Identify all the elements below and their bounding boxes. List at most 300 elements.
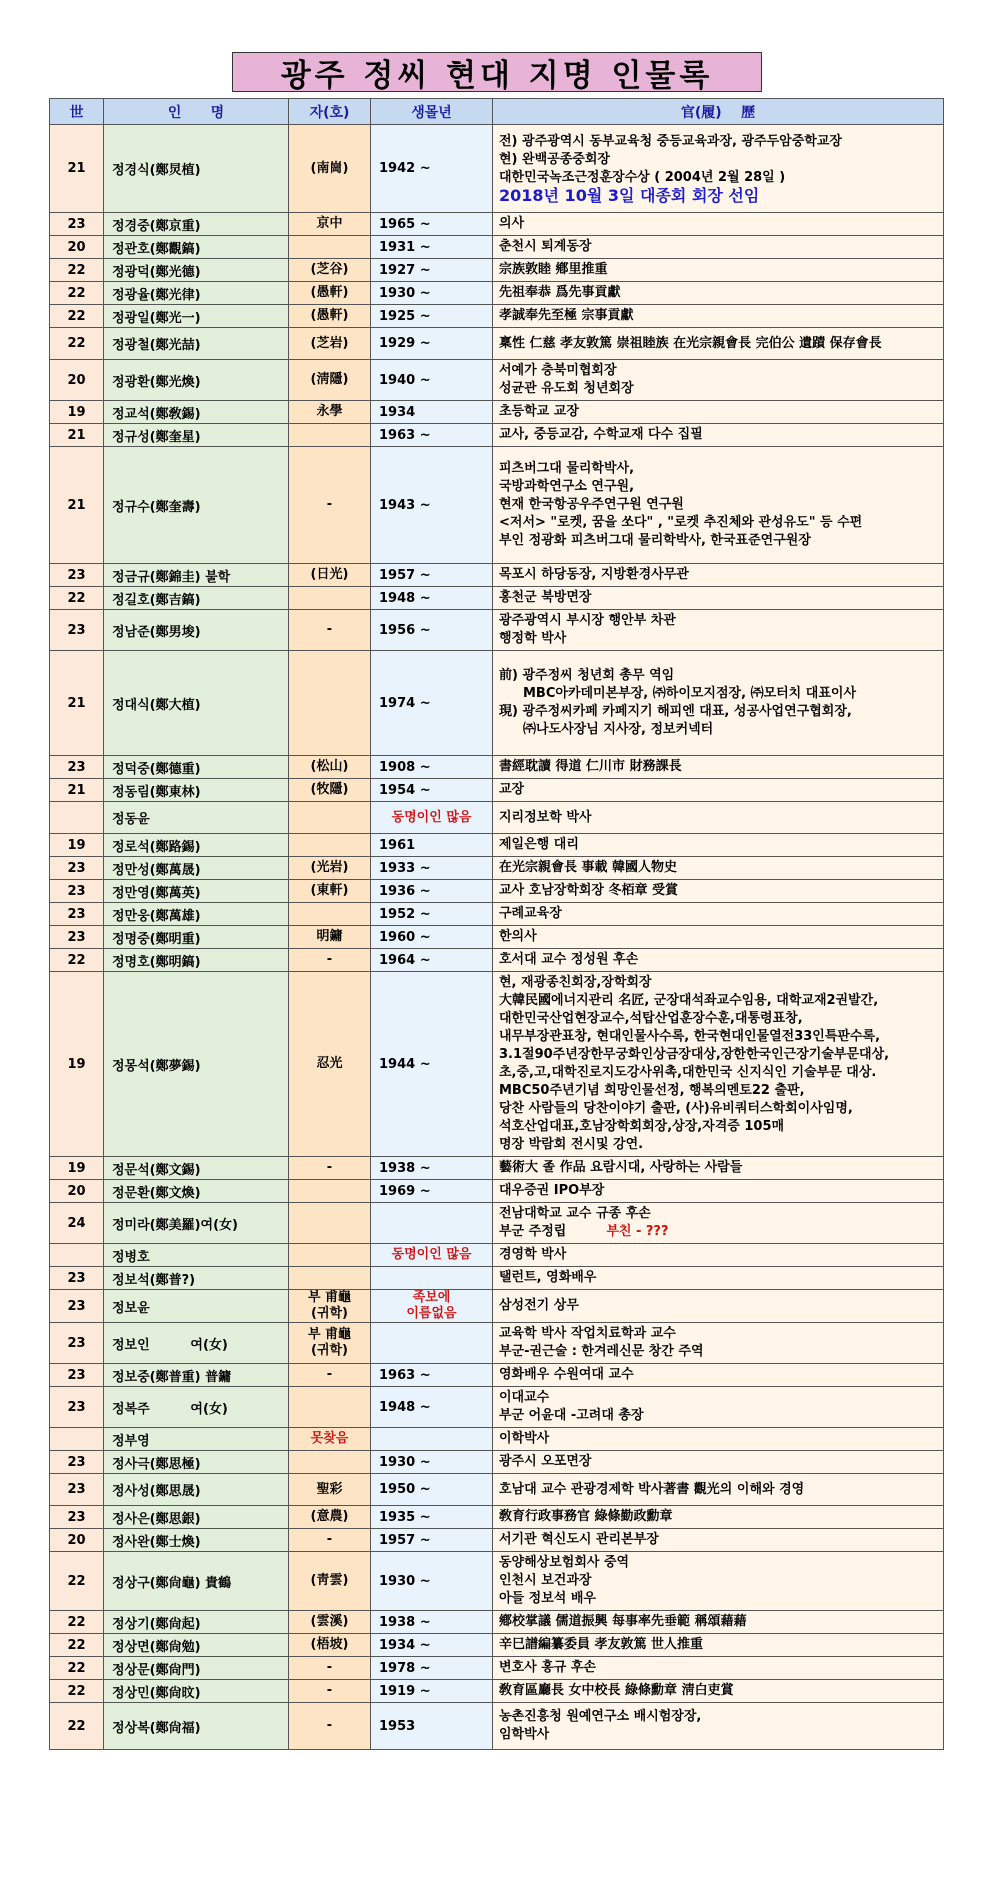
birth-cell: 1963 ~ xyxy=(371,1364,493,1387)
table-row xyxy=(50,1634,944,1657)
career-line: 2018년 10월 3일 대종회 회장 선임 xyxy=(499,185,760,205)
career-line: 의사 xyxy=(499,216,525,231)
career-line: 초,중,고,대학진로지도강사위촉,대한민국 신지식인 기술부문 대상. xyxy=(499,1065,877,1080)
career-line: 국방과학연구소 연구원, xyxy=(499,479,635,494)
table-row xyxy=(50,401,944,424)
table-row xyxy=(50,1428,944,1451)
career-cell xyxy=(493,1611,944,1634)
name-cell: 정광환(鄭光煥) xyxy=(104,360,289,401)
career-line: 부군 어윤대 -고려대 총장 xyxy=(499,1408,644,1423)
generation-cell: 20 xyxy=(50,360,104,401)
generation-cell: 19 xyxy=(50,401,104,424)
ho-cell: 明鏞 xyxy=(289,926,371,949)
career-cell xyxy=(493,1244,944,1267)
ho-cell xyxy=(289,1244,371,1267)
ho-cell xyxy=(289,424,371,447)
table-row xyxy=(50,424,944,447)
career-cell xyxy=(493,328,944,360)
ho-cell: (淸隱) xyxy=(289,360,371,401)
career-cell xyxy=(493,1529,944,1552)
birth-cell: 족보에 이름없음 xyxy=(371,1290,493,1323)
career-line: 3.1절90주년장한무궁화인상금장대상,장한한국인근장기술부문대상, xyxy=(499,1047,890,1062)
name-cell: 정부영 xyxy=(104,1428,289,1451)
ho-cell: 聖彩 xyxy=(289,1474,371,1506)
career-cell xyxy=(493,1323,944,1364)
table-row xyxy=(50,1703,944,1750)
table-row xyxy=(50,1506,944,1529)
name-cell: 정상복(鄭尙福) xyxy=(104,1703,289,1750)
name-cell: 정금규(鄭錦圭) 불학 xyxy=(104,564,289,587)
generation-cell xyxy=(50,1428,104,1451)
ho-cell: - xyxy=(289,1703,371,1750)
ho-cell: (芝岩) xyxy=(289,328,371,360)
birth-cell: 1948 ~ xyxy=(371,1387,493,1428)
career-line: 농촌진흥청 원예연구소 배시험장장, xyxy=(499,1709,702,1724)
career-line: 在光宗親會長 事載 韓國人物史 xyxy=(499,860,678,875)
ho-cell: 못찾음 xyxy=(289,1428,371,1451)
birth-cell: 1978 ~ xyxy=(371,1657,493,1680)
generation-cell: 19 xyxy=(50,1157,104,1180)
header-name: 인 명 xyxy=(104,99,289,125)
ho-cell: 京中 xyxy=(289,213,371,236)
birth-cell: 1974 ~ xyxy=(371,651,493,756)
table-row xyxy=(50,610,944,651)
generation-cell: 22 xyxy=(50,1611,104,1634)
career-cell xyxy=(493,1552,944,1611)
ho-cell: (南崗) xyxy=(289,125,371,213)
career-cell xyxy=(493,424,944,447)
generation-cell: 22 xyxy=(50,1552,104,1611)
name-cell: 정남준(鄭男埈) xyxy=(104,610,289,651)
generation-cell: 22 xyxy=(50,328,104,360)
table-row xyxy=(50,1157,944,1180)
name-cell: 정몽석(鄭夢錫) xyxy=(104,972,289,1157)
ho-cell: - xyxy=(289,1157,371,1180)
birth-cell: 1944 ~ xyxy=(371,972,493,1157)
career-cell xyxy=(493,857,944,880)
table-row xyxy=(50,857,944,880)
name-cell: 정길호(鄭吉鎬) xyxy=(104,587,289,610)
ho-cell xyxy=(289,834,371,857)
table-row xyxy=(50,802,944,834)
birth-cell: 1930 ~ xyxy=(371,1451,493,1474)
birth-cell: 1933 ~ xyxy=(371,857,493,880)
ho-cell: - xyxy=(289,949,371,972)
career-line: 석호산업대표,호남장학회회장,상장,자격증 105매 xyxy=(499,1119,785,1134)
generation-cell: 23 xyxy=(50,880,104,903)
generation-cell: 23 xyxy=(50,1323,104,1364)
career-cell xyxy=(493,972,944,1157)
career-cell xyxy=(493,360,944,401)
table-row xyxy=(50,880,944,903)
ho-cell: - xyxy=(289,1364,371,1387)
career-cell xyxy=(493,587,944,610)
generation-cell: 19 xyxy=(50,834,104,857)
ho-cell xyxy=(289,1203,371,1244)
career-line: 광주광역시 부시장 행안부 차관 xyxy=(499,613,676,628)
birth-cell: 1954 ~ xyxy=(371,779,493,802)
career-line: 영화배우 수원여대 교수 xyxy=(499,1367,634,1382)
career-line: 稟性 仁慈 孝友敦篤 崇祖睦族 在光宗親會長 完伯公 遺蹟 保存會長 xyxy=(499,335,882,351)
table-row xyxy=(50,305,944,328)
birth-cell: 1934 ~ xyxy=(371,1634,493,1657)
birth-cell xyxy=(371,1203,493,1244)
career-line: 이학박사 xyxy=(499,1431,550,1446)
ho-cell: - xyxy=(289,1680,371,1703)
ho-cell xyxy=(289,802,371,834)
career-line: 교장 xyxy=(499,782,525,797)
table-row xyxy=(50,1451,944,1474)
table-row xyxy=(50,1180,944,1203)
name-cell: 정동윤 xyxy=(104,802,289,834)
career-line: 아들 정보석 배우 xyxy=(499,1591,596,1606)
career-line: 지리정보학 박사 xyxy=(499,809,592,825)
name-cell: 정덕중(鄭德重) xyxy=(104,756,289,779)
name-cell: 정광율(鄭光律) xyxy=(104,282,289,305)
career-cell xyxy=(493,1506,944,1529)
ho-cell: (芝谷) xyxy=(289,259,371,282)
career-line: 敎育區廳長 女中校長 綠條勳章 淸白吏賞 xyxy=(499,1683,734,1698)
career-cell xyxy=(493,1634,944,1657)
career-line: 현재 한국항공우주연구원 연구원 xyxy=(499,497,684,512)
table-row xyxy=(50,1552,944,1611)
name-cell: 정관호(鄭觀鎬) xyxy=(104,236,289,259)
career-line: 삼성전기 상무 xyxy=(499,1298,579,1313)
name-cell: 정광일(鄭光一) xyxy=(104,305,289,328)
table-row xyxy=(50,651,944,756)
name-cell: 정경식(鄭炅植) xyxy=(104,125,289,213)
career-line: 現) 광주정씨카페 카페지기 해피엔 대표, 성공사업연구협회장, xyxy=(499,704,852,719)
ho-cell xyxy=(289,651,371,756)
career-line: 성균관 유도회 청년회장 xyxy=(499,381,634,396)
ho-cell: (意農) xyxy=(289,1506,371,1529)
career-line: 춘천시 퇴계동장 xyxy=(499,239,592,254)
career-line: 명장 박람회 전시및 강연. xyxy=(499,1137,644,1152)
career-cell xyxy=(493,926,944,949)
ho-cell xyxy=(289,1451,371,1474)
table-body xyxy=(50,125,944,1750)
table-row xyxy=(50,1680,944,1703)
birth-cell: 1943 ~ xyxy=(371,447,493,564)
name-cell: 정보중(鄭普重) 普鏞 xyxy=(104,1364,289,1387)
table-row xyxy=(50,564,944,587)
table-row xyxy=(50,1244,944,1267)
table-row xyxy=(50,972,944,1157)
birth-cell xyxy=(371,1323,493,1364)
ho-cell: (靑雲) xyxy=(289,1552,371,1611)
career-note: 부친 - ??? xyxy=(606,1224,669,1239)
career-cell xyxy=(493,213,944,236)
career-line: 내무부장관표창, 현대인물사수록, 한국현대인물열전33인특판수록, xyxy=(499,1029,881,1044)
generation-cell: 23 xyxy=(50,564,104,587)
name-cell: 정만영(鄭萬英) xyxy=(104,880,289,903)
generation-cell: 23 xyxy=(50,1474,104,1506)
table-row xyxy=(50,259,944,282)
name-cell: 정상문(鄭尙門) xyxy=(104,1657,289,1680)
birth-cell: 1948 ~ xyxy=(371,587,493,610)
generation-cell: 22 xyxy=(50,1703,104,1750)
career-line: 전남대학교 교수 규종 후손 xyxy=(499,1206,651,1221)
ho-cell xyxy=(289,1387,371,1428)
career-cell xyxy=(493,125,944,213)
table-row xyxy=(50,1203,944,1244)
name-cell: 정사완(鄭士煥) xyxy=(104,1529,289,1552)
name-cell: 정광철(鄭光喆) xyxy=(104,328,289,360)
table-row xyxy=(50,903,944,926)
career-cell xyxy=(493,756,944,779)
name-cell: 정대식(鄭大植) xyxy=(104,651,289,756)
name-cell: 정경중(鄭京重) xyxy=(104,213,289,236)
career-line: 부군 주정립 부친 - ??? xyxy=(499,1224,669,1239)
generation-cell: 23 xyxy=(50,756,104,779)
career-line: 교사, 중등교감, 수학교재 다수 집필 xyxy=(499,427,703,442)
name-cell: 정사극(鄭思極) xyxy=(104,1451,289,1474)
generation-cell: 21 xyxy=(50,125,104,213)
career-cell xyxy=(493,651,944,756)
name-cell: 정규수(鄭奎壽) xyxy=(104,447,289,564)
page-title: 광주 정씨 현대 지명 인물록 xyxy=(232,52,762,92)
career-cell xyxy=(493,1451,944,1474)
name-cell: 정명호(鄭明鎬) xyxy=(104,949,289,972)
table-row xyxy=(50,949,944,972)
ho-cell: (松山) xyxy=(289,756,371,779)
generation-cell: 22 xyxy=(50,949,104,972)
career-line: 교사 호남장학회장 冬栢章 受賞 xyxy=(499,883,679,898)
career-line: 대한민국산업현장교수,석탑산업훈장수훈,대통령표창, xyxy=(499,1011,803,1026)
generation-cell: 22 xyxy=(50,305,104,328)
career-line: 辛巳譜編纂委員 孝友敦篤 世人推重 xyxy=(499,1637,704,1652)
ho-cell: 永學 xyxy=(289,401,371,424)
generation-cell: 23 xyxy=(50,926,104,949)
ho-cell: 忍光 xyxy=(289,972,371,1157)
career-line: 藝術大 졸 作品 요람시대, 사랑하는 사람들 xyxy=(499,1160,743,1175)
name-cell: 정광덕(鄭光德) xyxy=(104,259,289,282)
generation-cell: 21 xyxy=(50,424,104,447)
generation-cell: 23 xyxy=(50,1451,104,1474)
table-row xyxy=(50,236,944,259)
ho-cell xyxy=(289,587,371,610)
career-line: 현, 재광종친회장,장학회장 xyxy=(499,975,652,990)
career-line: 先祖奉恭 爲先事貢獻 xyxy=(499,285,621,300)
generation-cell: 24 xyxy=(50,1203,104,1244)
career-cell xyxy=(493,1657,944,1680)
table-row xyxy=(50,282,944,305)
career-line: 宗族敦睦 鄕里推重 xyxy=(499,262,608,277)
generation-cell: 23 xyxy=(50,903,104,926)
generation-cell: 23 xyxy=(50,610,104,651)
name-cell: 정명중(鄭明重) xyxy=(104,926,289,949)
ho-cell: (梧坡) xyxy=(289,1634,371,1657)
generation-cell: 20 xyxy=(50,236,104,259)
career-cell xyxy=(493,305,944,328)
name-cell: 정보석(鄭普?) xyxy=(104,1267,289,1290)
career-cell xyxy=(493,1703,944,1750)
career-line: <저서> "로켓, 꿈을 쏘다" , "로켓 추진체와 관성유도" 등 수편 xyxy=(499,515,863,530)
career-line: 행정학 박사 xyxy=(499,631,567,646)
birth-cell: 1952 ~ xyxy=(371,903,493,926)
career-line: 前) 광주정씨 청년회 총무 역임 xyxy=(499,668,675,683)
ho-cell: - xyxy=(289,1657,371,1680)
table-row xyxy=(50,328,944,360)
birth-cell: 1934 xyxy=(371,401,493,424)
birth-cell: 1961 xyxy=(371,834,493,857)
name-cell: 정상면(鄭尙勉) xyxy=(104,1634,289,1657)
career-line: 鄕校掌議 儒道振興 每事率先垂範 稱頌藉藉 xyxy=(499,1614,747,1629)
birth-cell: 1908 ~ xyxy=(371,756,493,779)
career-line: 書經耽讀 得道 仁川市 財務課長 xyxy=(499,759,682,774)
career-line: 동양해상보험회사 중역 xyxy=(499,1555,630,1570)
generation-cell: 23 xyxy=(50,1387,104,1428)
name-cell: 정상기(鄭尙起) xyxy=(104,1611,289,1634)
table-row xyxy=(50,1364,944,1387)
generation-cell: 19 xyxy=(50,972,104,1157)
header-career: 官(履) 歷 xyxy=(493,99,944,125)
birth-cell: 1950 ~ xyxy=(371,1474,493,1506)
generation-cell: 22 xyxy=(50,587,104,610)
name-cell: 정로석(鄭路錫) xyxy=(104,834,289,857)
birth-cell: 1925 ~ xyxy=(371,305,493,328)
generation-cell: 23 xyxy=(50,1364,104,1387)
generation-cell: 22 xyxy=(50,282,104,305)
birth-cell: 1964 ~ xyxy=(371,949,493,972)
birth-cell: 동명이인 많음 xyxy=(371,1244,493,1267)
career-cell xyxy=(493,1290,944,1323)
ho-cell: 부 甫龜 (귀학) xyxy=(289,1323,371,1364)
table-row xyxy=(50,1474,944,1506)
ho-cell: (愚軒) xyxy=(289,305,371,328)
ho-cell: (東軒) xyxy=(289,880,371,903)
ho-cell: (日光) xyxy=(289,564,371,587)
generation-cell: 23 xyxy=(50,1267,104,1290)
name-cell: 정상구(鄭尙龜) 貴鶴 xyxy=(104,1552,289,1611)
ho-cell: 부 甫龜 (귀학) xyxy=(289,1290,371,1323)
table-row xyxy=(50,1387,944,1428)
birth-cell: 1919 ~ xyxy=(371,1680,493,1703)
name-cell: 정병호 xyxy=(104,1244,289,1267)
name-cell: 정만성(鄭萬晟) xyxy=(104,857,289,880)
ho-cell xyxy=(289,903,371,926)
name-cell: 정문석(鄭文錫) xyxy=(104,1157,289,1180)
career-cell xyxy=(493,564,944,587)
career-cell xyxy=(493,1203,944,1244)
name-cell: 정상민(鄭尙旼) xyxy=(104,1680,289,1703)
generation-cell: 20 xyxy=(50,1529,104,1552)
birth-cell: 1960 ~ xyxy=(371,926,493,949)
ho-cell xyxy=(289,236,371,259)
birth-cell: 1953 xyxy=(371,1703,493,1750)
header-generation: 世 xyxy=(50,99,104,125)
header-birth: 생몰년 xyxy=(371,99,493,125)
career-line: 한의사 xyxy=(499,929,537,944)
career-line: 호서대 교수 정성원 후손 xyxy=(499,952,639,967)
generation-cell xyxy=(50,1244,104,1267)
generation-cell: 23 xyxy=(50,213,104,236)
name-cell: 정보윤 xyxy=(104,1290,289,1323)
name-cell: 정미라(鄭美羅)여(女) xyxy=(104,1203,289,1244)
table-row xyxy=(50,360,944,401)
career-line: 교육학 박사 작업치료학과 교수 xyxy=(499,1326,676,1341)
birth-cell: 1935 ~ xyxy=(371,1506,493,1529)
name-cell: 정문환(鄭文煥) xyxy=(104,1180,289,1203)
ho-cell: - xyxy=(289,447,371,564)
table-row xyxy=(50,834,944,857)
birth-cell: 1942 ~ xyxy=(371,125,493,213)
career-cell xyxy=(493,401,944,424)
birth-cell: 1930 ~ xyxy=(371,1552,493,1611)
career-line: 敎育行政事務官 綠條勤政勳章 xyxy=(499,1509,673,1524)
career-line: 피츠버그대 물리학박사, xyxy=(499,461,635,476)
table-row xyxy=(50,447,944,564)
ho-cell: (愚軒) xyxy=(289,282,371,305)
birth-cell: 1965 ~ xyxy=(371,213,493,236)
generation-cell: 23 xyxy=(50,1506,104,1529)
ho-cell xyxy=(289,1180,371,1203)
career-cell xyxy=(493,903,944,926)
header-row xyxy=(50,99,944,125)
career-line: 광주시 오포면장 xyxy=(499,1454,592,1469)
birth-cell: 1940 ~ xyxy=(371,360,493,401)
career-line: 부군-권근술 : 한겨레신문 창간 주역 xyxy=(499,1344,704,1359)
name-cell: 정동림(鄭東林) xyxy=(104,779,289,802)
career-cell xyxy=(493,1680,944,1703)
generation-cell: 22 xyxy=(50,259,104,282)
table-row xyxy=(50,125,944,213)
name-cell: 정보인 여(女) xyxy=(104,1323,289,1364)
name-cell: 정만웅(鄭萬雄) xyxy=(104,903,289,926)
birth-cell: 1956 ~ xyxy=(371,610,493,651)
birth-cell xyxy=(371,1428,493,1451)
table-row xyxy=(50,1290,944,1323)
birth-cell: 1938 ~ xyxy=(371,1611,493,1634)
career-line: 탤런트, 영화배우 xyxy=(499,1270,597,1285)
career-line: MBC아카데미본부장, ㈜하이모지점장, ㈜모터치 대표이사 xyxy=(523,686,857,701)
name-cell: 정사성(鄭思晟) xyxy=(104,1474,289,1506)
career-cell xyxy=(493,880,944,903)
name-cell: 정교석(鄭敎錫) xyxy=(104,401,289,424)
career-cell xyxy=(493,447,944,564)
table-row xyxy=(50,1529,944,1552)
career-line: 현) 완백공종중회장 xyxy=(499,151,610,167)
birth-cell: 1927 ~ xyxy=(371,259,493,282)
career-line: 이대교수 xyxy=(499,1390,550,1405)
name-cell: 정복주 여(女) xyxy=(104,1387,289,1428)
birth-cell: 1963 ~ xyxy=(371,424,493,447)
generation-cell: 21 xyxy=(50,779,104,802)
career-line: 전) 광주광역시 동부교육청 중등교육과장, 광주두암중학교장 xyxy=(499,133,842,149)
career-line: 초등학교 교장 xyxy=(499,404,579,419)
birth-cell: 1957 ~ xyxy=(371,564,493,587)
table-row xyxy=(50,926,944,949)
career-cell xyxy=(493,1364,944,1387)
birth-cell: 1931 ~ xyxy=(371,236,493,259)
career-line: 대우증권 IPO부장 xyxy=(499,1183,605,1198)
table-row xyxy=(50,587,944,610)
career-cell xyxy=(493,1267,944,1290)
career-line: 인천시 보건과장 xyxy=(499,1573,592,1588)
ho-cell: - xyxy=(289,1529,371,1552)
generation-cell: 23 xyxy=(50,857,104,880)
birth-cell: 1936 ~ xyxy=(371,880,493,903)
generation-cell: 21 xyxy=(50,447,104,564)
name-cell: 정사은(鄭思銀) xyxy=(104,1506,289,1529)
table-row xyxy=(50,756,944,779)
career-line: 목포시 하당동장, 지방환경사무관 xyxy=(499,567,689,582)
career-line: MBC50주년기념 희망인물선정, 행복의멘토22 출판, xyxy=(499,1083,805,1098)
generation-cell: 22 xyxy=(50,1657,104,1680)
table-row xyxy=(50,1267,944,1290)
birth-cell: 1929 ~ xyxy=(371,328,493,360)
ho-cell: (雲溪) xyxy=(289,1611,371,1634)
